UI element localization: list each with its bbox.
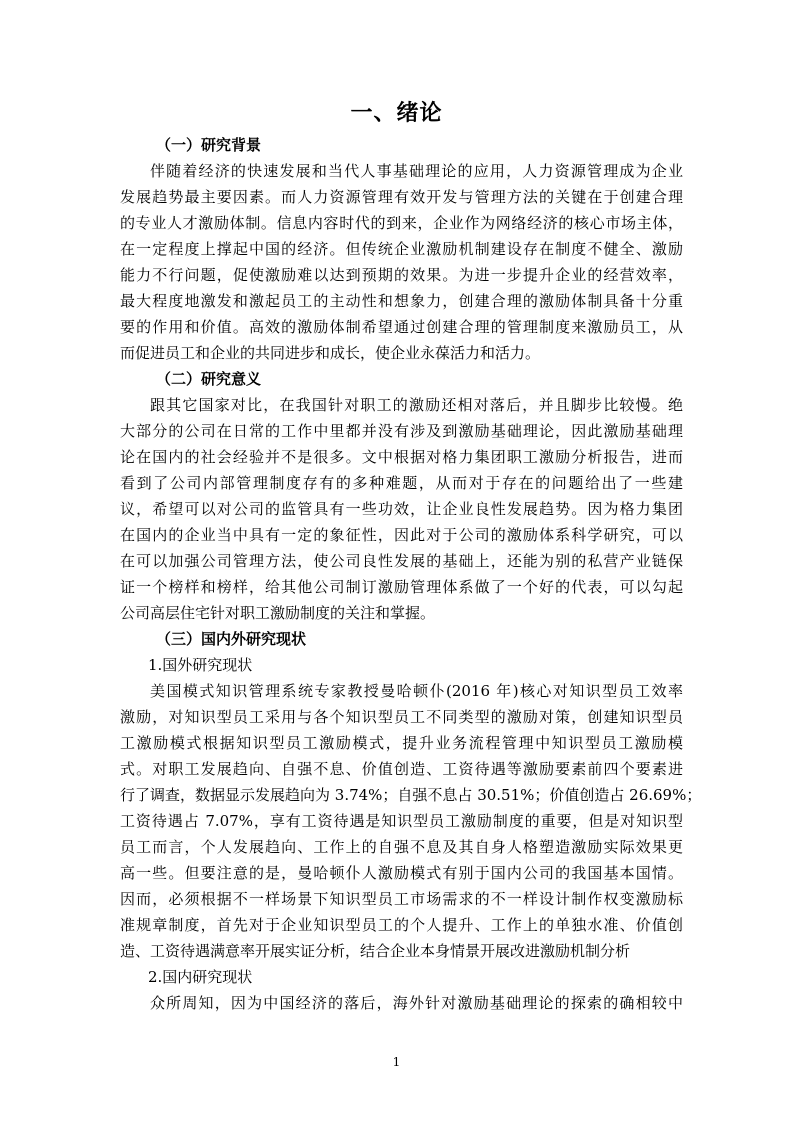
text-line: 最大程度地激发和激起员工的主动性和想象力，创建合理的激励体制具备十分重 (120, 292, 683, 310)
text-line: 在可以加强公司管理方法，使公司良性发展的基础上，还能为别的私营产业链保 (120, 552, 683, 570)
text-line: 而促进员工和企业的共同进步和成长，使企业永葆活力和活力。 (120, 344, 541, 362)
section-heading-background: （一）研究背景 (156, 136, 262, 154)
text-line: 因而，必须根据不一样场景下知识型员工市场需求的不一样设计制作权变激励标 (120, 890, 683, 908)
paragraph-domestic-research (120, 990, 683, 1016)
text-line: 激励，对知识型员工采用与各个知识型员工不同类型的激励对策，创建知识型员 (120, 708, 683, 726)
page-title: 一、绪论 (350, 100, 443, 126)
text-line: 造、工资待遇满意率开展实证分析，结合企业本身情景开展改进激励机制分析 (120, 942, 631, 960)
text-line: 跟其它国家对比，在我国针对职工的激励还相对落后，并且脚步比较慢。绝 (150, 396, 683, 414)
section-heading-significance: （二）研究意义 (156, 370, 262, 388)
text-line: 员工而言，个人发展趋向、工作上的自强不息及其自身人格塑造激励实际效果更 (120, 838, 683, 856)
page-number: 1 (392, 1055, 401, 1069)
text-line: 在国内的企业当中具有一定的象征性，因此对于公司的激励体系科学研究，可以 (120, 526, 683, 544)
paragraph-background (120, 158, 683, 366)
text-line: 看到了公司内部管理制度存有的多种难题，从而对于存在的问题给出了一些建 (120, 474, 683, 492)
text-line: 伴随着经济的快速发展和当代人事基础理论的应用，人力资源管理成为企业 (150, 162, 683, 180)
text-line: 议，希望可以对公司的监管具有一些功效，让企业良性发展趋势。因为格力集团 (120, 500, 683, 518)
text-line: 高一些。但要注意的是，曼哈顿仆人激励模式有别于国内公司的我国基本国情。 (120, 864, 683, 882)
text-line: 证一个榜样和榜样，给其他公司制订激励管理体系做了一个好的代表，可以勾起 (120, 578, 683, 596)
text-line: 在一定程度上撑起中国的经济。但传统企业激励机制建设存在制度不健全、激励 (120, 240, 683, 258)
text-line: 工激励模式根据知识型员工激励模式，提升业务流程管理中知识型员工激励模 (120, 734, 683, 752)
text-line: 大部分的公司在日常的工作中里都并没有涉及到激励基础理论，因此激励基础理 (120, 422, 683, 440)
text-line: 公司高层住宅针对职工激励制度的关注和掌握。 (120, 604, 436, 622)
text-line: 的专业人才激励体制。信息内容时代的到来，企业作为网络经济的核心市场主体， (120, 214, 683, 232)
text-line: 发展趋势最主要因素。而人力资源管理有效开发与管理方法的关键在于创建合理 (120, 188, 683, 206)
text-line: 论在国内的社会经验并不是很多。文中根据对格力集团职工激励分析报告，进而 (120, 448, 683, 466)
text-line: 工资待遇占 7.07%，享有工资待遇是知识型员工激励制度的重要，但是对知识型 (120, 812, 683, 830)
text-line: 准规章制度，首先对于企业知识型员工的个人提升、工作上的单独水准、价值创 (120, 916, 683, 934)
paragraph-foreign-research (120, 678, 702, 964)
subheading-domestic-research: 2.国内研究现状 (148, 968, 253, 986)
text-line: 能力不行问题，促使激励难以达到预期的效果。为进一步提升企业的经营效率， (120, 266, 683, 284)
text-line: 式。对职工发展趋向、自强不息、价值创造、工资待遇等激励要素前四个要素进 (120, 760, 683, 778)
section-heading-research-status: （三）国内外研究现状 (156, 630, 307, 648)
text-line: 要的作用和价值。高效的激励体制希望通过创建合理的管理制度来激励员工，从 (120, 318, 683, 336)
text-line: 众所周知，因为中国经济的落后，海外针对激励基础理论的探索的确相较中 (150, 994, 683, 1012)
text-line: 行了调查，数据显示发展趋向为 3.74%；自强不息占 30.51%；价值创造占 26.69%； (120, 786, 702, 804)
text-line: 美国模式知识管理系统专家教授曼哈顿仆(2016 年)核心对知识型员工效率 (150, 682, 683, 700)
document-body (120, 132, 702, 1016)
paragraph-significance (120, 392, 683, 626)
subheading-foreign-research: 1.国外研究现状 (148, 656, 253, 674)
